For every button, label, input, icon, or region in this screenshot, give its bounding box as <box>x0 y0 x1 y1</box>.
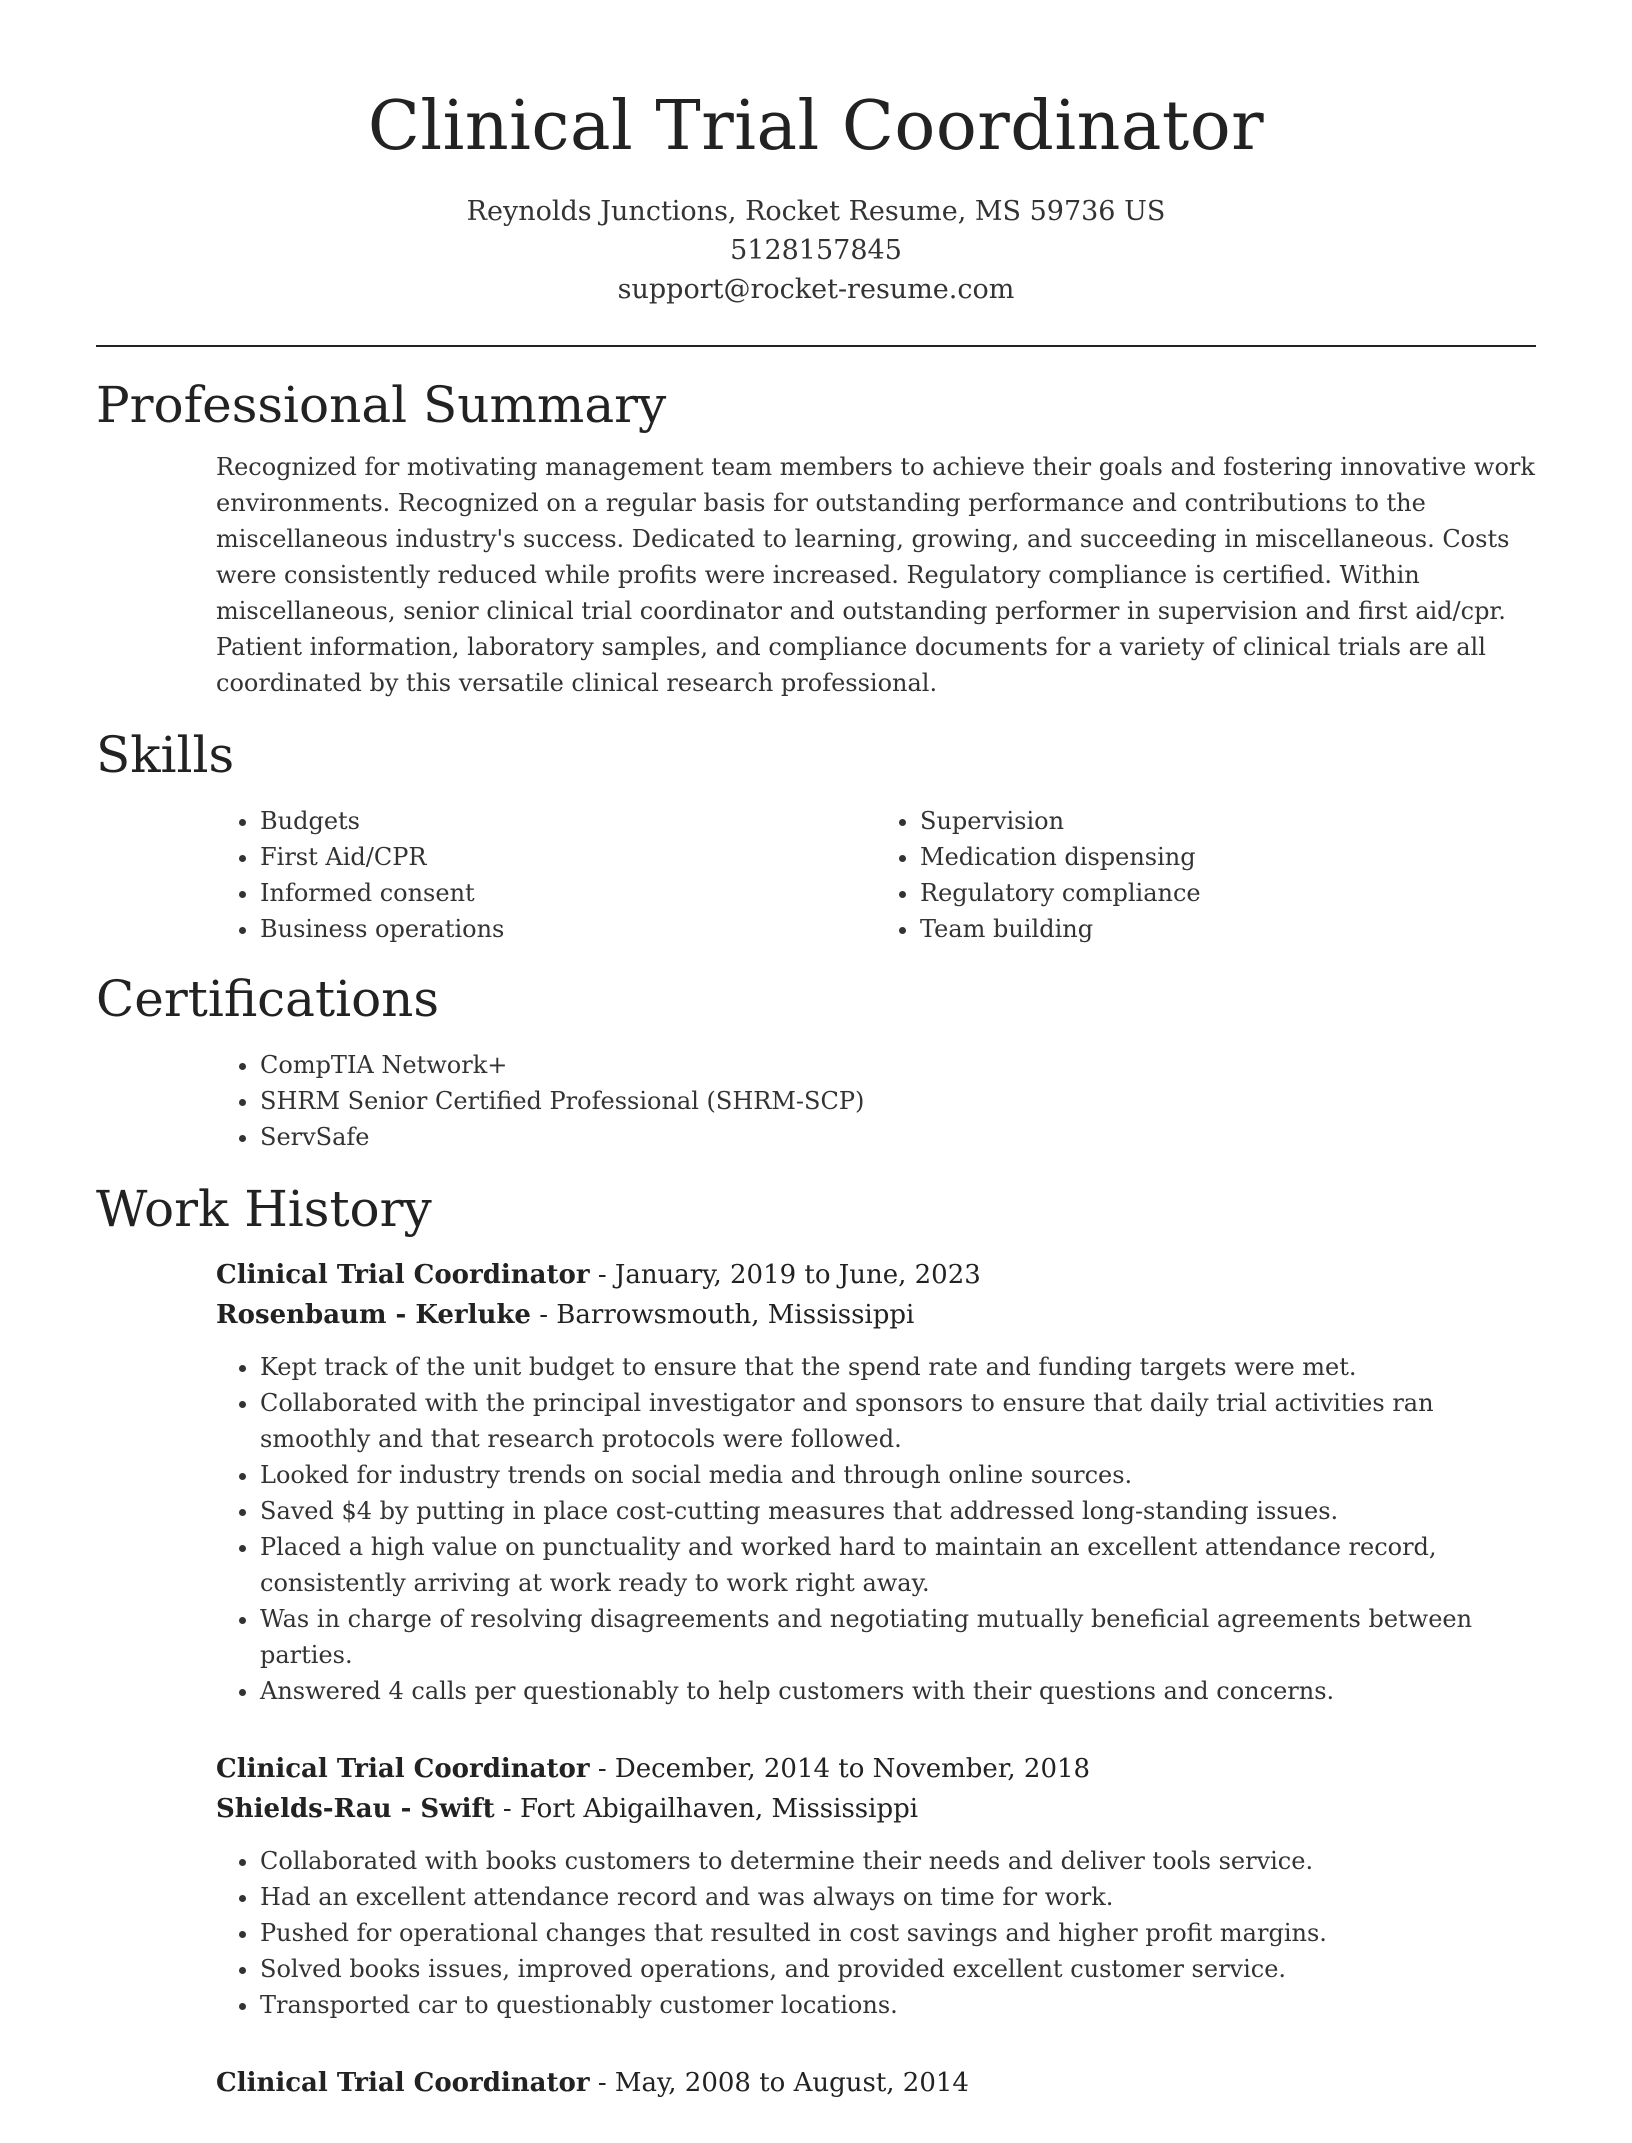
job-bullets <box>216 1349 1536 1709</box>
skills-list-left <box>216 803 876 947</box>
address: Reynolds Junctions, Rocket Resume, MS 59736 US <box>466 196 1166 227</box>
skill-item: • First Aid/CPR <box>260 839 876 875</box>
job-bullet: • Collaborated with the principal investigator and sponsors to ensure that daily trial activities ran smoothly and that research protocols were followed. <box>260 1385 1536 1457</box>
summary-section <box>96 373 1536 701</box>
skill-item: • Informed consent <box>260 875 876 911</box>
job-bullet: • Transported car to questionably customer locations. <box>260 1987 1536 2023</box>
job-bullet: • Saved $4 by putting in place cost-cutting measures that addressed long-standing issues. <box>260 1493 1536 1529</box>
skills-heading: Skills <box>96 726 235 784</box>
job-dates: - May, 2008 to August, 2014 <box>589 2068 969 2098</box>
certification-item: • CompTIA Network+ <box>260 1047 1536 1083</box>
skill-item: • Medication dispensing <box>920 839 1536 875</box>
job-title-line <box>216 1255 1536 1295</box>
job-bullet: • Collaborated with books customers to determine their needs and deliver tools service. <box>260 1843 1536 1879</box>
job-title-line <box>216 1749 1536 1789</box>
skill-item: • Regulatory compliance <box>920 875 1536 911</box>
resume-page <box>96 0 1536 2143</box>
job-bullet: • Placed a high value on punctuality and worked hard to maintain an excellent attendance record, consistently arriving at work ready to work right away. <box>260 1529 1536 1601</box>
job-dates: - December, 2014 to November, 2018 <box>589 1754 1091 1784</box>
job-title: Clinical Trial Coordinator <box>216 1754 590 1784</box>
certifications-heading: Certifications <box>96 970 440 1028</box>
contact-info <box>96 192 1536 309</box>
job-company: Shields-Rau - Swift <box>216 1794 495 1824</box>
skill-item: • Budgets <box>260 803 876 839</box>
job-title: Clinical Trial Coordinator <box>216 1260 590 1290</box>
skill-item: • Team building <box>920 911 1536 947</box>
job-bullet: • Answered 4 calls per questionably to help customers with their questions and concerns. <box>260 1673 1536 1709</box>
skill-item: • Supervision <box>920 803 1536 839</box>
work-history-section <box>96 1177 1536 2103</box>
job-company: Rosenbaum - Kerluke <box>216 1300 531 1330</box>
skills-list-right <box>876 803 1536 947</box>
job-title-line <box>216 2063 1536 2103</box>
job-entry <box>216 1255 1536 1709</box>
job-bullet: • Had an excellent attendance record and was always on time for work. <box>260 1879 1536 1915</box>
job-bullets <box>216 1843 1536 2023</box>
job-bullet: • Pushed for operational changes that resulted in cost savings and higher profit margins. <box>260 1915 1536 1951</box>
email: support@rocket-resume.com <box>617 274 1015 305</box>
job-entry <box>216 2063 1536 2103</box>
job-bullet: • Kept track of the unit budget to ensure that the spend rate and funding targets were met. <box>260 1349 1536 1385</box>
job-bullet: • Looked for industry trends on social media and through online sources. <box>260 1457 1536 1493</box>
job-location: - Fort Abigailhaven, Mississippi <box>494 1794 919 1824</box>
summary-text: Recognized for motivating management team members to achieve their goals and fostering innovative work environments. Recognized on a regular basis for outstanding performance and contributions to the miscellaneous industry's success. Dedicated to learning, growing, and succeeding in miscellaneous. Costs were consistently reduced while profits were increased. Regulatory compliance is certified. Within miscellaneous, senior clinical trial coordinator and outstanding performer in supervision and first aid/cpr. Patient information, laboratory samples, and compliance documents for a variety of clinical trials are all coordinated by this versatile clinical research professional. <box>216 453 1535 697</box>
job-bullet: • Solved books issues, improved operations, and provided excellent customer service. <box>260 1951 1536 1987</box>
job-dates: - January, 2019 to June, 2023 <box>589 1260 981 1290</box>
certification-item: • ServSafe <box>260 1119 1536 1155</box>
header-divider <box>96 345 1536 347</box>
certifications-list <box>216 1047 1536 1155</box>
skills-section <box>96 723 1536 947</box>
skill-item: • Business operations <box>260 911 876 947</box>
job-title: Clinical Trial Coordinator <box>216 2068 590 2098</box>
certifications-section <box>96 967 1536 1155</box>
certification-item: • SHRM Senior Certified Professional (SHRM-SCP) <box>260 1083 1536 1119</box>
resume-header <box>96 0 1536 309</box>
skills-grid <box>216 803 1536 947</box>
summary-heading: Professional Summary <box>96 376 667 434</box>
job-company-line <box>216 1295 1536 1335</box>
work-history-heading: Work History <box>96 1180 432 1238</box>
job-entry <box>216 1749 1536 2023</box>
phone: 5128157845 <box>730 235 902 266</box>
candidate-name: Clinical Trial Coordinator <box>367 87 1265 166</box>
job-bullet: • Was in charge of resolving disagreements and negotiating mutually beneficial agreements between parties. <box>260 1601 1536 1673</box>
job-location: - Barrowsmouth, Mississippi <box>530 1300 915 1330</box>
job-company-line <box>216 1789 1536 1829</box>
